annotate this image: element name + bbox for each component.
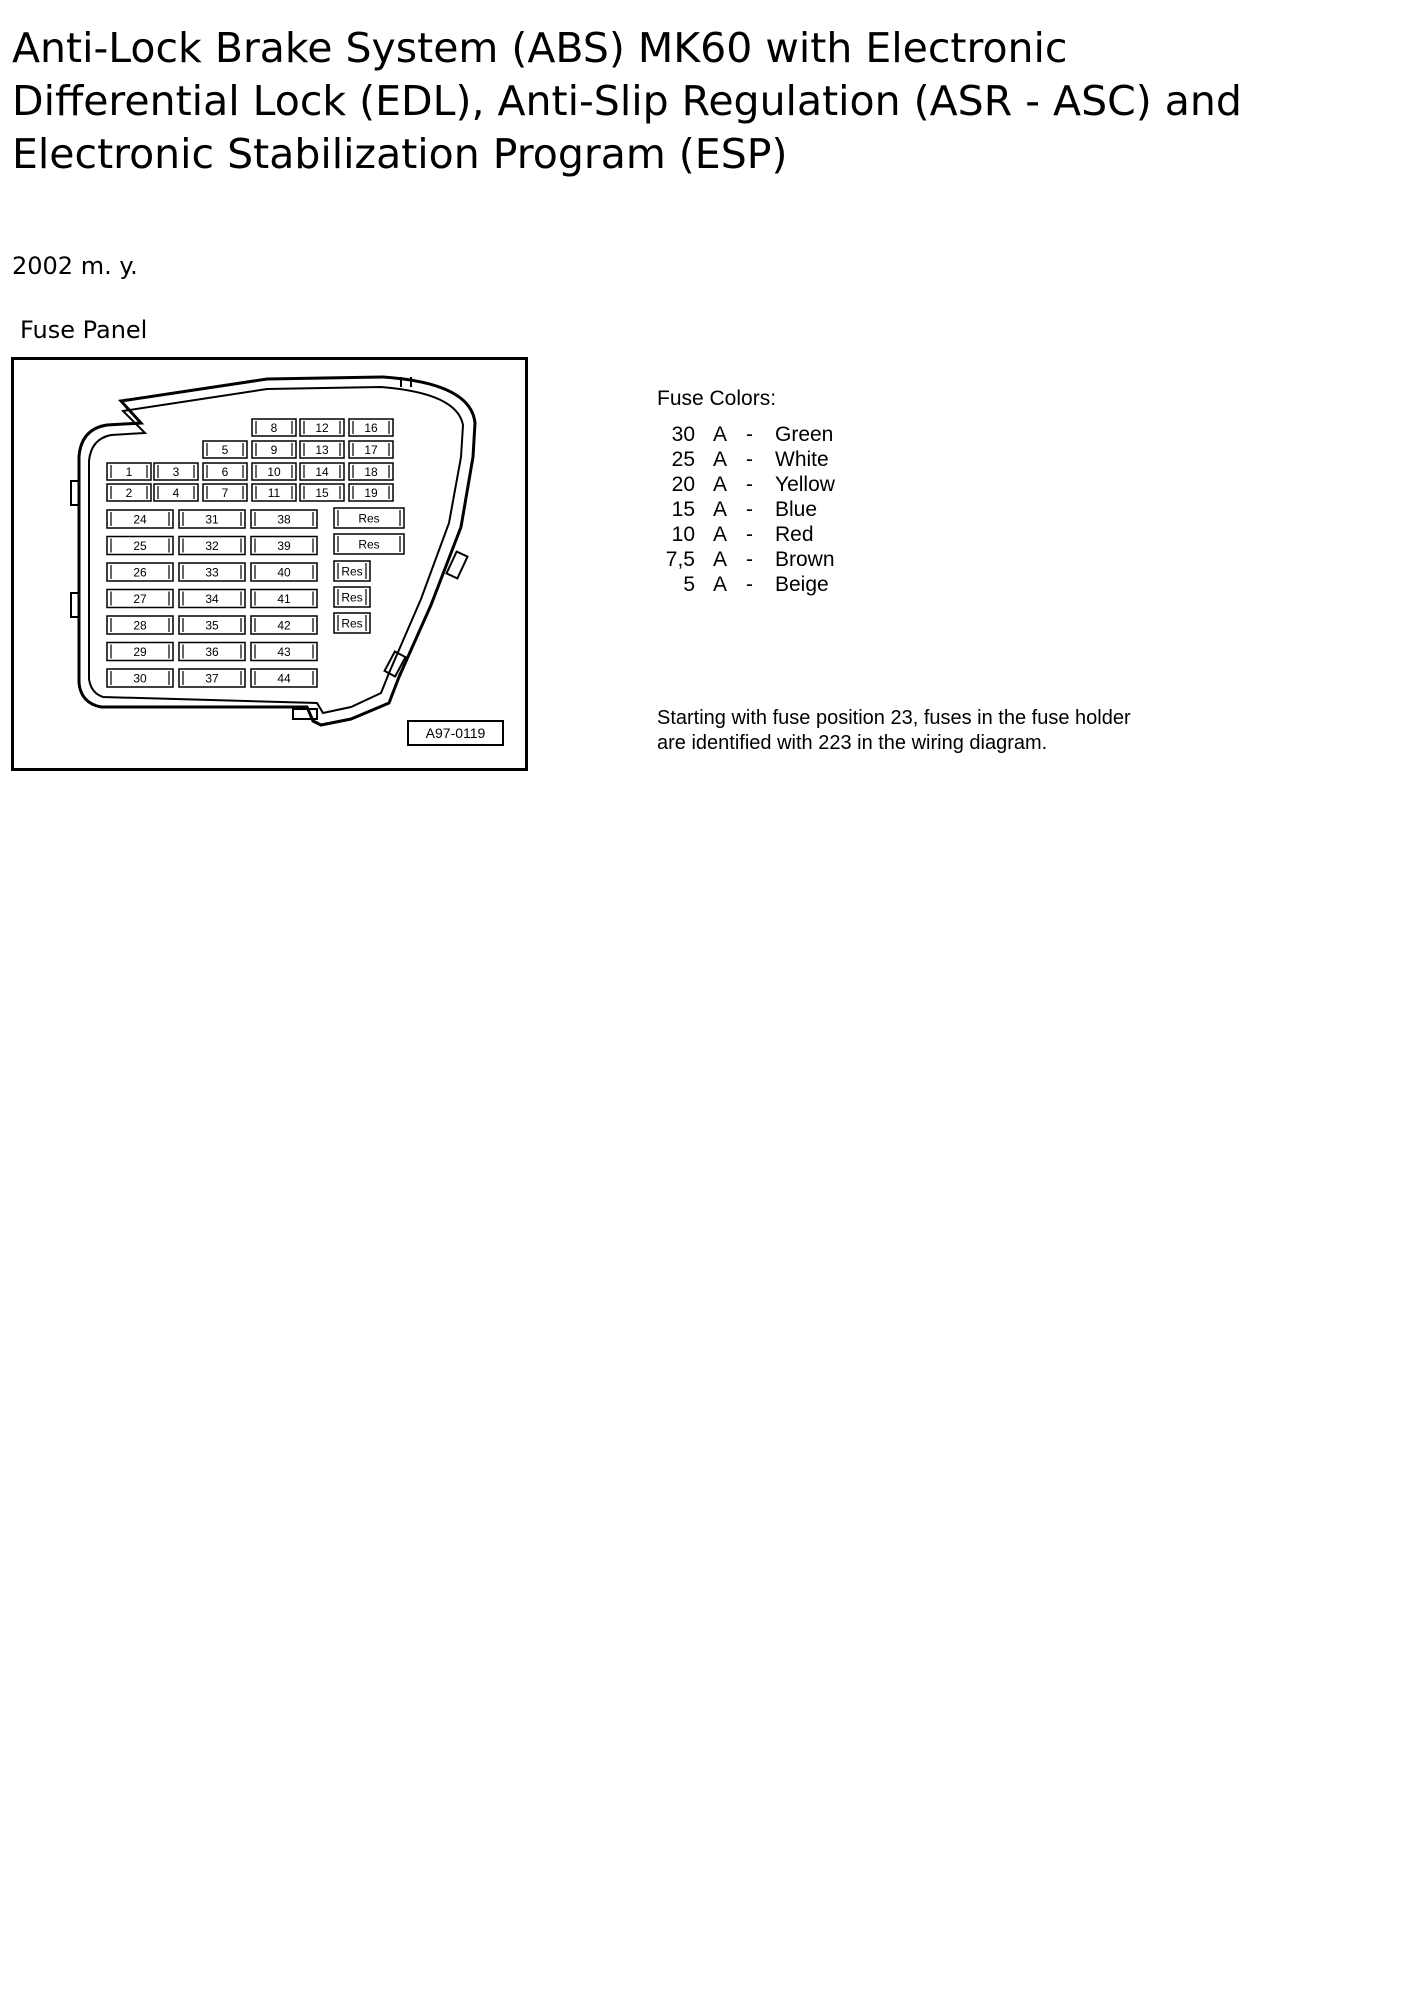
fuse-number: 39 bbox=[277, 539, 291, 553]
fuse-number: 31 bbox=[205, 512, 219, 527]
fuse-slot bbox=[154, 463, 198, 480]
fuse-slot bbox=[179, 643, 245, 661]
fuse-number: 26 bbox=[133, 565, 147, 580]
fuse-number: 8 bbox=[270, 421, 278, 435]
fuse-number: 41 bbox=[277, 592, 291, 606]
fuse-numbering-note bbox=[657, 706, 1217, 756]
fuse-number: 6 bbox=[221, 465, 229, 479]
fuse-amp: 10 bbox=[671, 523, 695, 546]
fuse-amp: 25 bbox=[671, 448, 695, 471]
fuse-slot bbox=[107, 563, 173, 581]
fuse-slot bbox=[334, 587, 370, 607]
fuse-unit: A bbox=[713, 523, 728, 546]
fuse-number: Res bbox=[341, 590, 363, 605]
fuse-number: Res bbox=[341, 564, 363, 579]
fuse-slot bbox=[252, 419, 296, 436]
fuse-number: 44 bbox=[277, 671, 291, 686]
fuse-number: 18 bbox=[364, 465, 378, 479]
fuse-dash: - bbox=[746, 448, 753, 471]
page-title bbox=[12, 22, 1392, 181]
fuse-color-row bbox=[657, 422, 877, 447]
fuse-number: 28 bbox=[133, 618, 147, 633]
fuse-panel-svg bbox=[11, 357, 528, 771]
fuse-number: 3 bbox=[172, 465, 180, 479]
note-line: Starting with fuse position 23, fuses in the fuse holder bbox=[657, 707, 1131, 729]
fuse-number: 12 bbox=[315, 421, 329, 435]
fuse-amp: 30 bbox=[671, 423, 695, 446]
fuse-number: Res bbox=[341, 616, 363, 631]
fuse-unit: A bbox=[713, 573, 728, 596]
fuse-slot bbox=[107, 590, 173, 608]
fuse-color-row bbox=[657, 522, 877, 547]
fuse-dash: - bbox=[746, 573, 753, 596]
fuse-number: 14 bbox=[315, 465, 329, 479]
fuse-slot bbox=[107, 643, 173, 661]
fuse-number: 1 bbox=[125, 465, 133, 479]
fuse-amp: 5 bbox=[683, 573, 695, 596]
fuse-number: 30 bbox=[133, 671, 147, 686]
fuse-number: 19 bbox=[364, 486, 378, 500]
fuse-slot bbox=[179, 590, 245, 608]
fuse-slot bbox=[203, 484, 247, 501]
fuse-panel-label: Fuse Panel bbox=[20, 316, 148, 344]
fuse-panel-diagram bbox=[11, 357, 528, 771]
fuse-slot bbox=[251, 643, 317, 661]
fuse-number: 40 bbox=[277, 565, 291, 580]
fuse-slot bbox=[300, 441, 344, 458]
fuse-slot bbox=[179, 669, 245, 687]
fuse-color-row bbox=[657, 472, 877, 497]
fuse-slot bbox=[251, 537, 317, 555]
fuse-slot bbox=[179, 510, 245, 528]
model-year: 2002 m. y. bbox=[12, 252, 138, 280]
title-line: Electronic Stabilization Program (ESP) bbox=[12, 130, 788, 178]
fuse-number: 25 bbox=[133, 539, 147, 553]
fuse-slot bbox=[203, 463, 247, 480]
fuse-number: 9 bbox=[270, 443, 278, 457]
fuse-number: 2 bbox=[125, 486, 133, 500]
fuse-color-row bbox=[657, 572, 877, 597]
fuse-slot bbox=[107, 616, 173, 634]
fuse-slot bbox=[251, 563, 317, 581]
fuse-slot bbox=[334, 561, 370, 581]
fuse-colors-legend bbox=[657, 386, 877, 597]
note-line: are identified with 223 in the wiring diagram. bbox=[657, 732, 1048, 754]
fuse-amp: 7,5 bbox=[665, 548, 695, 571]
fuse-slot bbox=[251, 510, 317, 528]
fuse-number: 36 bbox=[205, 645, 219, 659]
fuse-unit: A bbox=[713, 423, 728, 446]
fuse-number: 15 bbox=[315, 486, 329, 500]
fuse-number: 7 bbox=[221, 486, 229, 500]
fuse-number: 35 bbox=[205, 618, 219, 633]
fuse-slot bbox=[334, 613, 370, 633]
fuse-color-name: Blue bbox=[775, 498, 818, 521]
fuse-number: 34 bbox=[205, 592, 219, 606]
fuse-slot bbox=[349, 484, 393, 501]
fuse-color-name: Brown bbox=[775, 548, 835, 571]
fuse-slot bbox=[300, 463, 344, 480]
fuse-number: 43 bbox=[277, 645, 291, 659]
fuse-unit: A bbox=[713, 448, 728, 471]
title-line: Anti-Lock Brake System (ABS) MK60 with Electronic bbox=[12, 24, 1068, 72]
fuse-number: 13 bbox=[315, 443, 329, 457]
fuse-colors-title: Fuse Colors: bbox=[657, 387, 777, 410]
fuse-slot bbox=[179, 563, 245, 581]
fuse-amp: 20 bbox=[671, 473, 695, 496]
fuse-number: 17 bbox=[364, 443, 378, 457]
fuse-slot bbox=[107, 510, 173, 528]
fuse-dash: - bbox=[746, 548, 753, 571]
diagram-id: A97-0119 bbox=[425, 725, 486, 741]
fuse-color-name: Beige bbox=[775, 573, 829, 596]
fuse-number: Res bbox=[358, 511, 380, 526]
fuse-slot bbox=[349, 419, 393, 436]
fuse-number: 37 bbox=[205, 671, 219, 686]
fuse-slot bbox=[251, 590, 317, 608]
fuse-color-row bbox=[657, 547, 877, 572]
fuse-slot bbox=[349, 441, 393, 458]
fuse-slot bbox=[107, 669, 173, 687]
fuse-unit: A bbox=[713, 548, 728, 571]
fuse-number: 42 bbox=[277, 618, 291, 633]
fuse-unit: A bbox=[713, 473, 728, 496]
fuse-slot bbox=[334, 534, 404, 554]
fuse-number: 5 bbox=[221, 443, 229, 457]
fuse-dash: - bbox=[746, 423, 753, 446]
fuse-number: 32 bbox=[205, 539, 219, 553]
fuse-slot bbox=[203, 441, 247, 458]
fuse-slot bbox=[252, 463, 296, 480]
fuse-slot bbox=[179, 616, 245, 634]
fuse-slot bbox=[251, 616, 317, 634]
fuse-number: 24 bbox=[133, 512, 147, 527]
fuse-slot bbox=[154, 484, 198, 501]
fuse-number: 10 bbox=[267, 465, 281, 479]
fuse-dash: - bbox=[746, 523, 753, 546]
fuse-unit: A bbox=[713, 498, 728, 521]
fuse-number: Res bbox=[358, 537, 380, 552]
diagram-id-box bbox=[408, 721, 503, 745]
fuse-color-row bbox=[657, 447, 877, 472]
fuse-amp: 15 bbox=[671, 498, 695, 521]
fuse-color-name: Green bbox=[775, 423, 834, 446]
fuse-number: 27 bbox=[133, 592, 147, 606]
fuse-color-row bbox=[657, 497, 877, 522]
fuse-slot bbox=[251, 669, 317, 687]
fuse-number: 11 bbox=[267, 486, 281, 500]
fuse-number: 33 bbox=[205, 565, 219, 580]
fuse-number: 29 bbox=[133, 645, 147, 659]
fuse-slot bbox=[334, 508, 404, 528]
fuse-number: 4 bbox=[172, 486, 180, 500]
fuse-color-name: White bbox=[775, 448, 829, 471]
fuse-number: 38 bbox=[277, 512, 291, 527]
fuse-color-name: Red bbox=[775, 523, 814, 546]
fuse-slot bbox=[300, 419, 344, 436]
fuse-slot bbox=[252, 484, 296, 501]
fuse-slot bbox=[107, 463, 151, 480]
fuse-number: 16 bbox=[364, 421, 378, 435]
fuse-slot bbox=[179, 537, 245, 555]
title-line: Differential Lock (EDL), Anti-Slip Regulation (ASR - ASC) and bbox=[12, 77, 1242, 125]
fuse-slot bbox=[300, 484, 344, 501]
fuse-slot bbox=[349, 463, 393, 480]
fuse-slot bbox=[107, 537, 173, 555]
fuse-slot bbox=[252, 441, 296, 458]
fuse-dash: - bbox=[746, 498, 753, 521]
fuse-color-name: Yellow bbox=[775, 473, 835, 496]
fuse-slot bbox=[107, 484, 151, 501]
fuse-dash: - bbox=[746, 473, 753, 496]
